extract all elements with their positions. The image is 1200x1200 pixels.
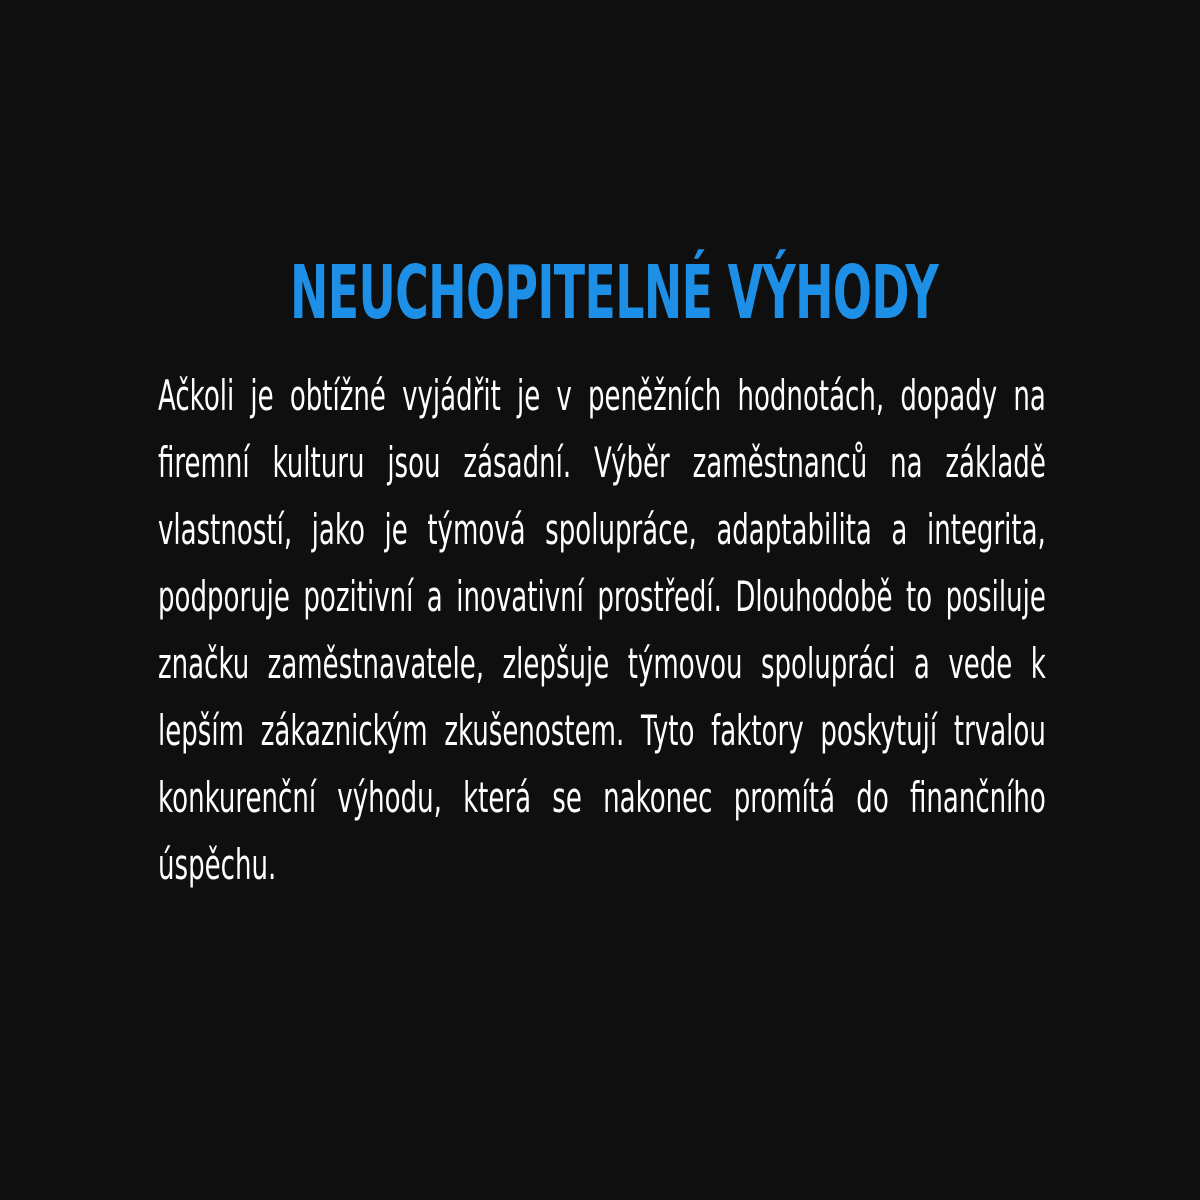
slide-title: NEUCHOPITELNÉ VÝHODY — [290, 250, 939, 336]
body-text-container — [158, 362, 1046, 898]
body-paragraph: Ačkoli je obtížné vyjádřit je v peněžních hodnotách, dopady na firemní kulturu jsou zásadní. Výběr zaměstnanců na základě vlastností, jako je týmová spolupráce, adaptabilita a integrita, podporuje pozitivní a inovativní prostředí. Dlouhodobě to posiluje značku zaměstnavatele, zlepšuje týmovou spolupráci a vede k lepším zákaznickým zkušenostem. Tyto faktory poskytují trvalou konkurenční výhodu, která se nakonec promítá do finančního úspěchu. — [158, 371, 1046, 889]
